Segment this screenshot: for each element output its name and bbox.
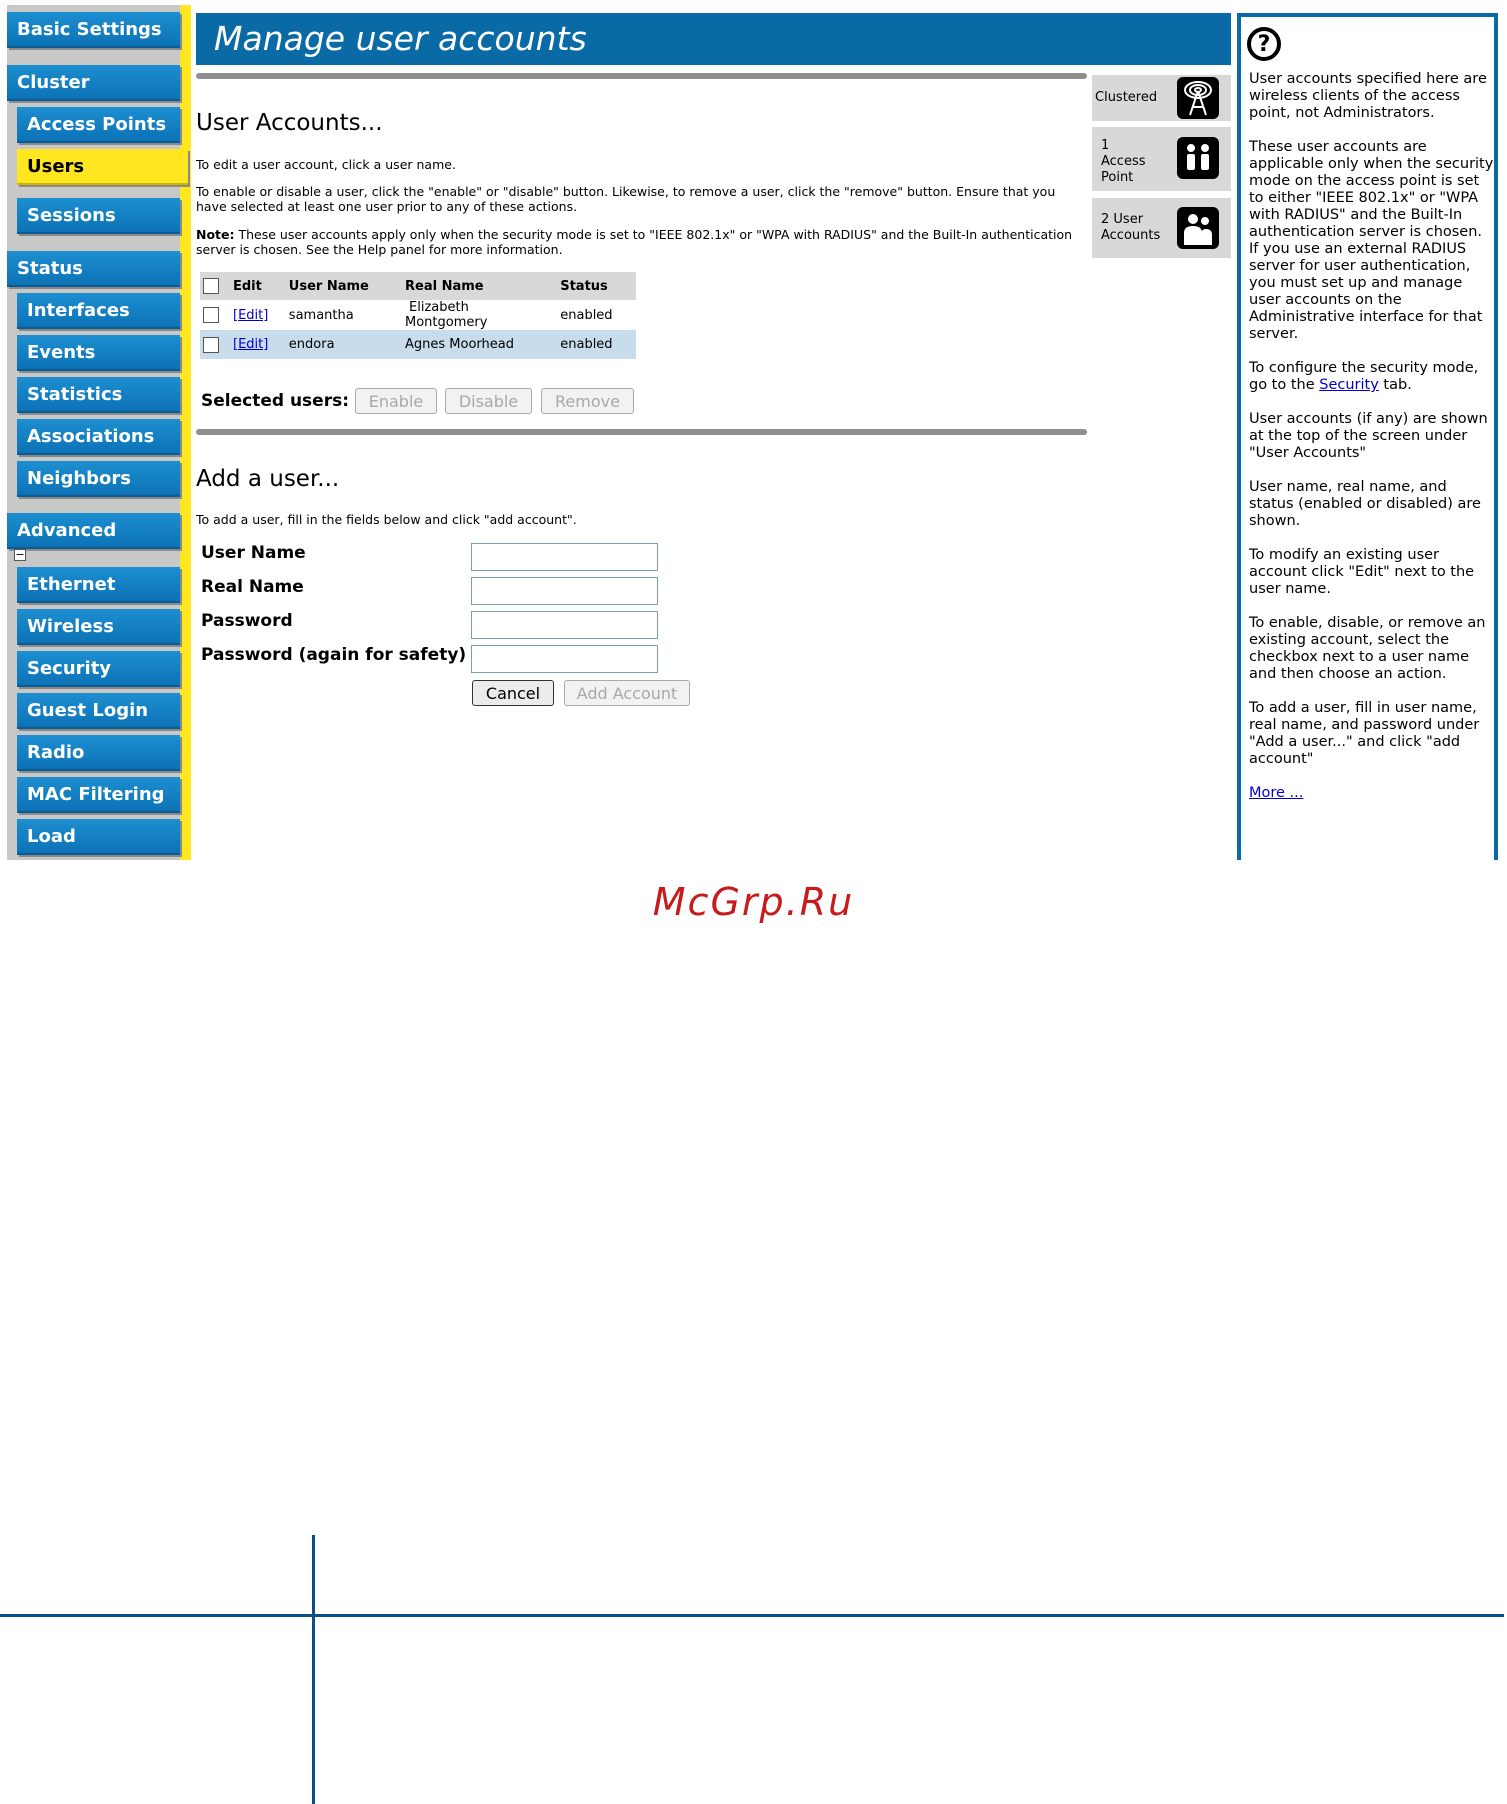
nav-neighbors[interactable]: Neighbors [17,461,180,497]
nav-status[interactable]: Status [7,251,180,287]
more-link[interactable]: More ... [1249,785,1304,801]
help-paragraph: User accounts (if any) are shown at the top of the screen under "User Accounts" [1249,411,1488,461]
page-rule-horizontal [0,1614,1504,1617]
nav-sessions[interactable]: Sessions [17,198,180,234]
nav-users[interactable]: Users [17,149,188,185]
help-paragraph: User accounts specified here are wireless clients of the access point, not Administrators. [1249,71,1487,121]
page-rule-vertical [312,1535,315,1804]
nav-interfaces[interactable]: Interfaces [17,293,180,329]
nav-advanced[interactable]: Advanced [7,513,180,549]
select-all-checkbox[interactable] [203,278,219,294]
col-edit: Edit [230,272,286,300]
note-text [196,227,1076,257]
sidebar-accent-bar [180,5,191,860]
watermark: McGrp.Ru [652,880,855,924]
nav-security[interactable]: Security [17,651,180,687]
divider [196,73,1087,79]
add-user-intro: To add a user, fill in the fields below and click "add account". [196,512,577,527]
user-name-input[interactable] [471,543,658,571]
intro-text: To edit a user account, click a user name. [196,157,456,172]
nav-cluster[interactable]: Cluster [7,65,180,101]
nav-associations[interactable]: Associations [17,419,180,455]
ap-count: 1 [1101,138,1110,153]
edit-link[interactable]: [Edit] [233,337,269,352]
row-checkbox[interactable] [203,307,219,323]
edit-link[interactable]: [Edit] [233,307,269,323]
help-paragraph: To add a user, fill in user name, real name, and password under "Add a user..." and click "add account" [1249,700,1480,767]
user-name-cell: endora [286,330,402,359]
cluster-status-panel [1092,75,1231,121]
nav-events[interactable]: Events [17,335,180,371]
enable-button[interactable]: Enable [355,388,437,414]
selected-users-label: Selected users: [201,391,350,411]
real-name-cell [402,300,557,330]
table-header [200,272,636,300]
note-label: Note: [196,227,235,242]
nav-guest-login[interactable]: Guest Login [17,693,180,729]
clustered-label: Clustered [1095,90,1158,105]
add-user-heading: Add a user... [196,466,340,492]
access-point-status-panel [1092,127,1231,191]
nav-statistics[interactable]: Statistics [17,377,180,413]
help-icon: ? [1247,27,1281,61]
status-cell: enabled [560,307,613,323]
users-label-line: Accounts [1101,228,1161,243]
instructions-text: To enable or disable a user, click the "enable" or "disable" button. Likewise, to remove a user, click the "remove" button. Ensure that you have selected at least one user prior to any of these actions. [196,184,1056,214]
disable-button[interactable]: Disable [445,388,532,414]
col-status: Status [557,272,636,300]
people-icon [1177,137,1219,179]
users-count-line: 2 User [1101,212,1144,227]
ap-label-line: Point [1101,170,1134,185]
accounts-heading: User Accounts... [196,110,383,136]
help-text: tab. [1378,377,1412,393]
antenna-icon [1177,77,1219,119]
nav-basic-settings[interactable]: Basic Settings [7,12,180,48]
help-paragraph [1249,360,1495,394]
ap-label-line: Access [1101,154,1146,169]
nav-wireless[interactable]: Wireless [17,609,180,645]
divider [196,429,1087,435]
col-real-name: Real Name [402,272,557,300]
security-link[interactable]: Security [1319,377,1379,393]
password-input[interactable] [471,611,658,639]
add-account-button[interactable]: Add Account [564,680,690,706]
user-name-cell: samantha [288,307,354,323]
real-name-label: Real Name [201,577,304,597]
nav-mac-filtering[interactable]: MAC Filtering [17,777,180,813]
users-icon [1177,207,1219,249]
help-paragraph: To enable, disable, or remove an existing account, select the checkbox next to a user name and then choose an action. [1249,615,1486,682]
help-paragraph: User name, real name, and status (enabled or disabled) are shown. [1249,479,1481,529]
help-panel [1237,13,1498,860]
nav-radio[interactable]: Radio [17,735,180,771]
real-name-input[interactable] [471,577,658,605]
collapse-icon[interactable]: − [15,548,25,561]
row-checkbox[interactable] [203,337,219,353]
status-cell: enabled [557,330,636,359]
help-text: To configure the security mode, go to the [1249,360,1479,393]
user-name-label: User Name [201,543,306,563]
col-user-name: User Name [286,272,402,300]
table-row [200,300,636,330]
cancel-button[interactable]: Cancel [472,680,554,706]
nav-ethernet[interactable]: Ethernet [17,567,180,603]
password-again-label: Password (again for safety) [201,645,467,665]
password-label: Password [201,611,293,631]
real-name-cell: Agnes Moorhead [402,330,557,359]
nav-access-points[interactable]: Access Points [17,107,180,143]
note-body: These user accounts apply only when the security mode is set to "IEEE 802.1x" or "WPA with RADIUS" and the Built-In authentication server is chosen. See the Help panel for more information. [196,227,1073,257]
page-title: Manage user accounts [196,13,1231,65]
help-paragraph: These user accounts are applicable only when the security mode on the access point is set to either "IEEE 802.1x" or "WPA with RADIUS" and the Built-In authentication server is chosen. If you use an external RADIUS server for user authentication, you must set up and manage user accounts on the Administrative interface for that server. [1249,139,1494,342]
remove-button[interactable]: Remove [541,388,634,414]
user-accounts-status-panel [1092,198,1231,258]
real-name-line: Elizabeth [409,300,469,315]
table-row [200,330,636,359]
nav-load-balancing[interactable]: Load Balancing [17,819,180,855]
password-again-input[interactable] [471,645,658,673]
help-paragraph: To modify an existing user account click "Edit" next to the user name. [1249,547,1475,597]
real-name-line: Montgomery [405,315,488,330]
users-table [200,272,636,359]
